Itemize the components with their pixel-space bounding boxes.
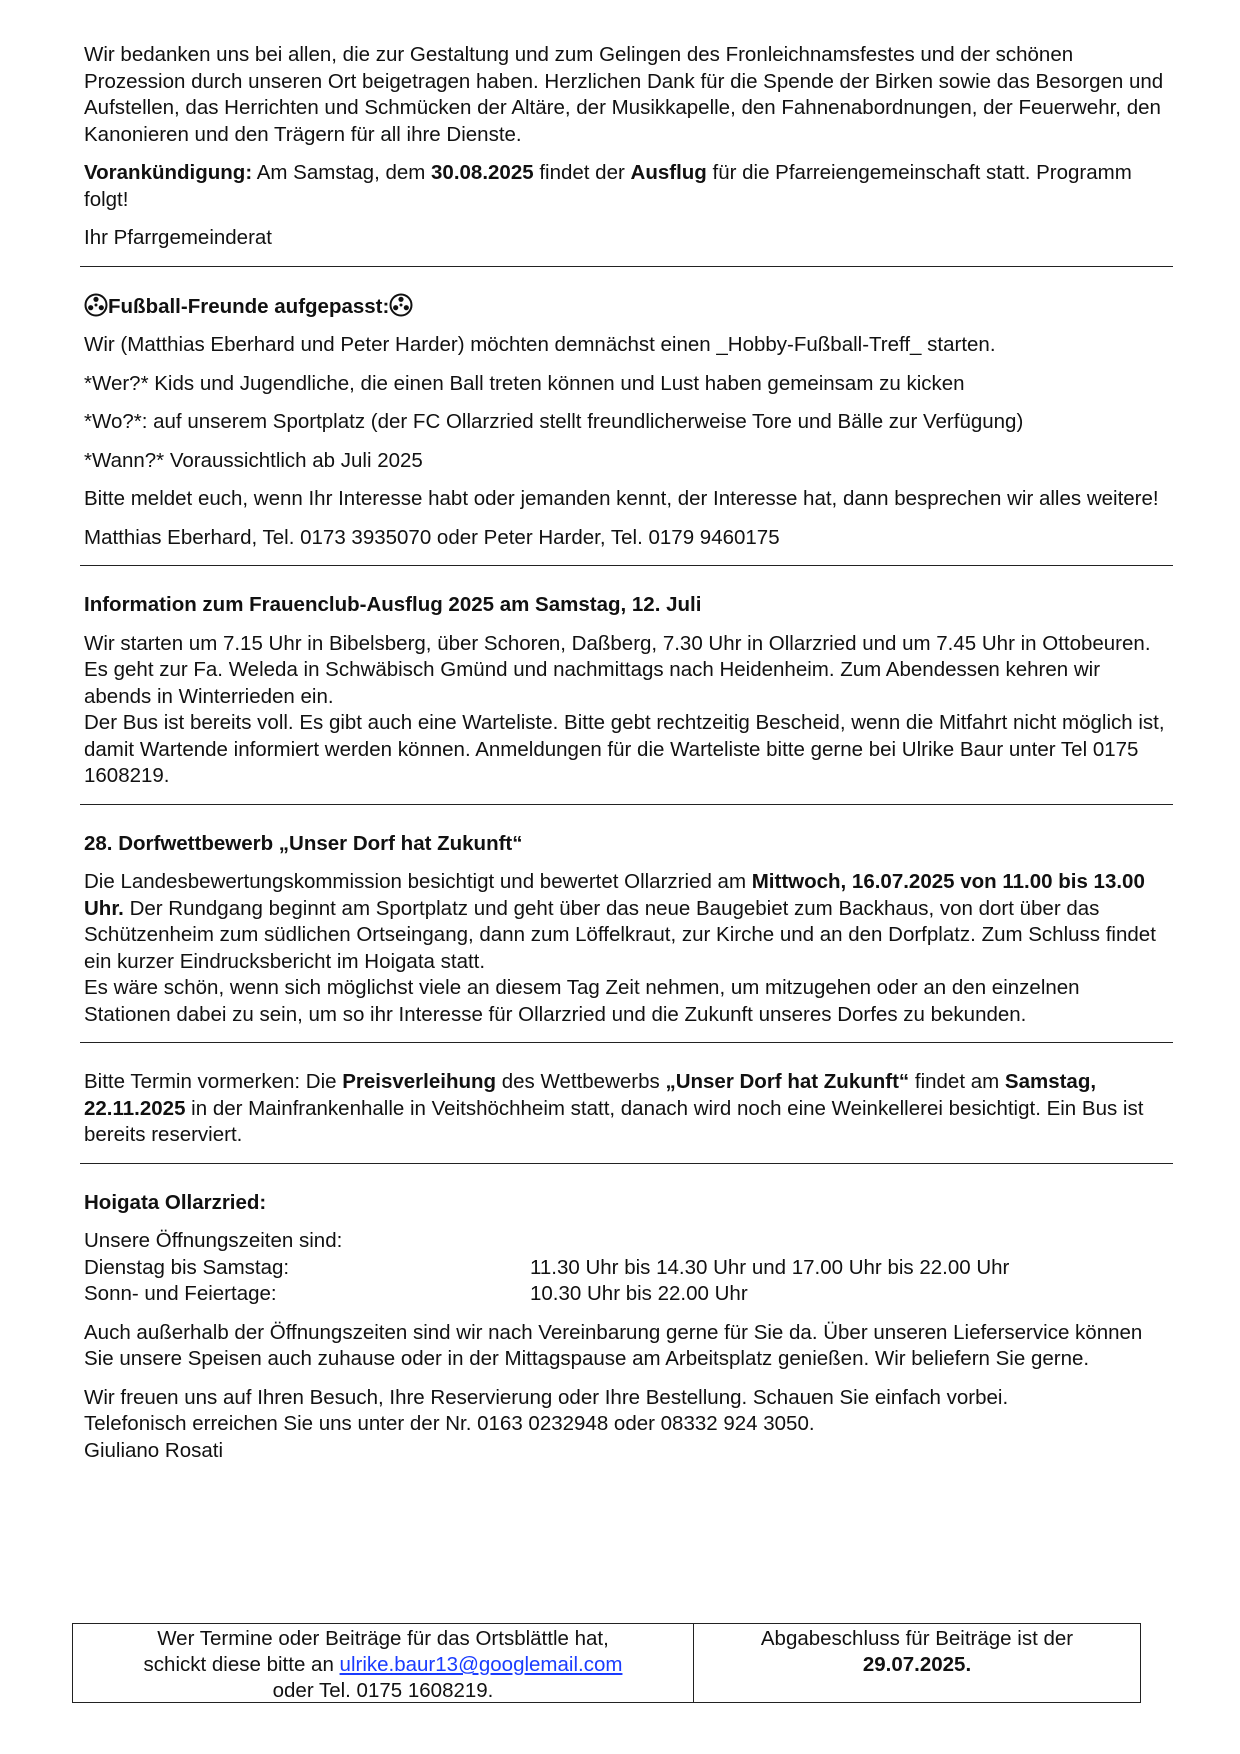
hoigata-hours-intro: Unsere Öffnungszeiten sind: (84, 1229, 343, 1252)
football-wann: *Wann?* Voraussichtlich ab Juli 2025 (84, 448, 423, 472)
deadline-date-wrap (694, 1652, 1140, 1678)
football-call: Bitte meldet euch, wenn Ihr Interesse habt oder jemanden kennt, der Interesse hat, dann besprechen wir alles weitere! (84, 487, 1159, 510)
section-divider (80, 1163, 1173, 1164)
deadline-cell (694, 1624, 1140, 1702)
preis-bold-2: „Unser Dorf hat Zukunft“ (665, 1070, 910, 1093)
hoigata-paragraph-1: Auch außerhalb der Öffnungszeiten sind wir nach Vereinbarung gerne für Sie da. Über unseren Lieferservice können Sie unsere Speisen auch zuhause oder in der Mittagspause am Arbeitsplatz genießen. Wir beliefern Sie gerne. (84, 1320, 1143, 1370)
hours-time: 10.30 Uhr bis 22.00 Uhr (530, 1282, 748, 1305)
announcement-text-1: Am Samstag, dem (252, 161, 432, 184)
announcement-label: Vorankündigung: (84, 161, 253, 184)
submission-contact-cell (73, 1624, 694, 1702)
hoigata-title: Hoigata Ollarzried: (84, 1190, 267, 1214)
deadline-date: 29.07.2025. (862, 1653, 972, 1676)
hours-day: Sonn- und Feiertage: (84, 1282, 277, 1305)
submission-line-2 (73, 1652, 693, 1678)
hoigata-signature: Giuliano Rosati (84, 1438, 224, 1462)
section-divider (80, 565, 1173, 566)
dorf-paragraph-1 (84, 869, 1169, 975)
football-contact: Matthias Eberhard, Tel. 0173 3935070 oder Peter Harder, Tel. 0179 9460175 (84, 525, 780, 549)
pfarr-signature: Ihr Pfarrgemeinderat (84, 226, 273, 249)
opening-hours-table (84, 1255, 1169, 1308)
football-heading (84, 293, 1169, 321)
preis-paragraph (84, 1069, 1169, 1149)
announcement-text-3: für die Pfarreiengemeinschaft statt. Programm folgt! (84, 161, 1132, 211)
section-divider (80, 266, 1173, 267)
preis-bold-1: Preisverleihung (342, 1070, 497, 1093)
preis-text-a: Bitte Termin vormerken: Die (84, 1070, 343, 1093)
dorf-text-a: Die Landesbewertungskommission besichtigt und bewertet Ollarzried am (84, 870, 752, 893)
dorf-date: Mittwoch, 16.07.2025 von 11.00 bis 13.00 Uhr. (84, 870, 1145, 920)
submission-line-1: Wer Termine oder Beiträge für das Ortsblättle hat, (157, 1627, 609, 1650)
frauenclub-paragraph-2: Der Bus ist bereits voll. Es gibt auch eine Warteliste. Bitte gebt rechtzeitig Bescheid, wenn die Mitfahrt nicht möglich ist, damit Wartende informiert werden können. Anmeldungen für die Warteliste bitte gerne bei Ulrike Baur unter Tel 0175 1608219. (84, 711, 1165, 787)
football-wer: *Wer?* Kids und Jugendliche, die einen Ball treten können und Lust haben gemeinsam zu kicken (84, 371, 965, 395)
hours-time: 11.30 Uhr bis 14.30 Uhr und 17.00 Uhr bis 22.00 Uhr (530, 1255, 1010, 1279)
thanks-paragraph: Wir bedanken uns bei allen, die zur Gestaltung und zum Gelingen des Fronleichnamsfestes und der schönen Prozession durch unseren Ort beigetragen haben. Herzlichen Dank für die Spende der Birken sowie das Besorgen und Aufstellen, das Herrichten und Schmücken der Altäre, der Musikkapelle, den Fahnenabordnungen, der Feuerwehr, den Kanonieren und den Trägern für all ihre Dienste. (84, 43, 1164, 146)
announcement-date: 30.08.2025 (431, 161, 534, 184)
email-link[interactable]: ulrike.baur13@googlemail.com (339, 1653, 623, 1676)
preis-text-e: findet am (909, 1070, 1005, 1093)
preis-date: Samstag, 22.11.2025 (84, 1070, 1097, 1120)
frauenclub-title: Information zum Frauenclub-Ausflug 2025 am Samstag, 12. Juli (84, 593, 702, 616)
football-wo: *Wo?*: auf unserem Sportplatz (der FC Ollarzried stellt freundlicherweise Tore und Bälle zur Verfügung) (84, 410, 1024, 433)
hoigata-paragraph-2: Wir freuen uns auf Ihren Besuch, Ihre Reservierung oder Ihre Bestellung. Schauen Sie einfach vorbei. (84, 1385, 1009, 1409)
document-page (84, 42, 1169, 1464)
deadline-label: Abgabeschluss für Beiträge ist der (760, 1627, 1074, 1650)
football-icon (389, 293, 413, 317)
announcement-text-2: findet der (533, 161, 631, 184)
submission-line-3: oder Tel. 0175 1608219. (272, 1679, 494, 1702)
football-intro: Wir (Matthias Eberhard und Peter Harder) möchten demnächst einen _Hobby-Fußball-Treff_ starten. (84, 333, 996, 356)
section-divider (80, 804, 1173, 805)
preis-text-c: des Wettbewerbs (496, 1070, 666, 1093)
hours-day: Dienstag bis Samstag: (84, 1255, 290, 1279)
frauenclub-paragraph-1: Wir starten um 7.15 Uhr in Bibelsberg, über Schoren, Daßberg, 7.30 Uhr in Ollarzried und um 7.45 Uhr in Ottobeuren. Es geht zur Fa. Weleda in Schwäbisch Gmünd und nachmittags nach Heidenheim. Zum Abendessen kehren wir abends in Winterrieden ein. (84, 631, 1151, 708)
hoigata-phone: Telefonisch erreichen Sie uns unter der Nr. 0163 0232948 oder 08332 924 3050. (84, 1412, 815, 1435)
section-divider (80, 1042, 1173, 1043)
preis-text-g: in der Mainfrankenhalle in Veitshöchheim statt, danach wird noch eine Weinkellerei besichtigt. Ein Bus ist bereits reserviert. (84, 1096, 1144, 1146)
frauenclub-heading (84, 592, 1169, 619)
hoigata-heading (84, 1190, 1169, 1217)
dorf-title: 28. Dorfwettbewerb „Unser Dorf hat Zukunft“ (84, 831, 523, 855)
dorf-paragraph-2: Es wäre schön, wenn sich möglichst viele an diesem Tag Zeit nehmen, um mitzugehen oder an den einzelnen Stationen dabei zu sein, um so ihr Interesse für Ollarzried und die Zukunft unseres Dorfes zu bekunden. (84, 976, 1080, 1026)
announcement-ausflug: Ausflug (630, 161, 707, 184)
football-title: Fußball-Freunde aufgepasst: (108, 294, 390, 318)
announcement-paragraph (84, 160, 1169, 213)
football-icon (84, 293, 108, 317)
submission-line-2-text: schickt diese bitte an (143, 1653, 340, 1676)
dorf-text-b: Der Rundgang beginnt am Sportplatz und geht über das neue Baugebiet zum Backhaus, von dort über das Schützenheim zum südlichen Ortseingang, dann zum Löffelkraut, zur Kirche und an den Dorfplatz. Zum Schluss findet ein kurzer Eindrucksbericht im Hoigata statt. (84, 896, 1156, 973)
dorf-heading (84, 831, 1169, 858)
submission-info-box (72, 1623, 1141, 1703)
